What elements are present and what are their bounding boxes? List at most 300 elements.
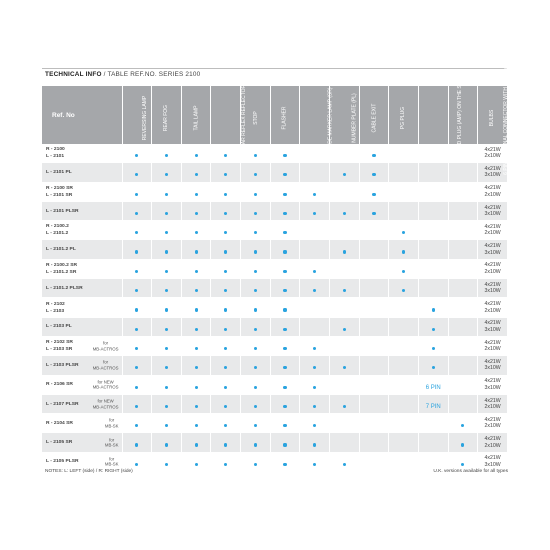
table-row: [42, 317, 508, 336]
ref-number: R - 2100 SR: [46, 185, 73, 191]
feature-cell: [181, 375, 211, 394]
feature-dot: [135, 424, 138, 427]
bulbs-cell: [478, 240, 508, 259]
feature-dot: [254, 193, 257, 196]
feature-cell: [329, 201, 359, 220]
feature-cell: [418, 182, 448, 201]
feature-dot: [343, 366, 346, 369]
feature-cell: [122, 182, 152, 201]
vehicle-note: for MB-ACTROS: [92, 340, 119, 352]
feature-dot: [195, 231, 198, 234]
feature-dot: [283, 154, 286, 157]
feature-cell: [300, 144, 330, 163]
feature-dot: [224, 405, 227, 408]
column-header: [122, 86, 152, 144]
feature-dot: [165, 193, 168, 196]
feature-cell: [300, 240, 330, 259]
feature-cell: [122, 240, 152, 259]
feature-cell: [181, 356, 211, 375]
feature-dot: [224, 289, 227, 292]
feature-dot: [461, 424, 464, 427]
feature-dot: [343, 463, 346, 466]
feature-cell: [389, 317, 419, 336]
bulbs-cell: [478, 375, 508, 394]
feature-cell: [448, 163, 478, 182]
feature-dot: [432, 328, 435, 331]
feature-cell: [418, 414, 448, 433]
feature-cell: [418, 240, 448, 259]
feature-cell: [329, 221, 359, 240]
feature-cell: [152, 452, 182, 471]
feature-cell: [181, 144, 211, 163]
feature-cell: [418, 336, 448, 355]
feature-dot: [254, 289, 257, 292]
feature-cell: [211, 356, 241, 375]
feature-dot: [135, 270, 138, 273]
ref-number: R - 2100.2: [46, 224, 69, 230]
bulb-spec: 4x21W: [484, 243, 501, 250]
column-header-label: REAR FOG: [163, 104, 170, 132]
feature-dot: [195, 386, 198, 389]
bulb-spec: 4x21W: [484, 301, 501, 308]
feature-cell: [152, 144, 182, 163]
feature-dot: [432, 308, 435, 311]
feature-cell: [300, 394, 330, 413]
feature-dot: [254, 386, 257, 389]
table-row: [42, 221, 508, 240]
feature-cell: [448, 433, 478, 452]
feature-cell: [359, 452, 389, 471]
feature-dot: [313, 405, 316, 408]
feature-dot: [224, 366, 227, 369]
feature-cell: [418, 163, 448, 182]
ref-number: L - 2101 SR: [46, 192, 73, 198]
feature-cell: [211, 144, 241, 163]
vehicle-note: for MB-SK: [104, 437, 119, 448]
ref-number: R - 2106 SR: [46, 382, 73, 388]
bulb-spec: 4x21W: [484, 436, 501, 443]
feature-cell: [300, 163, 330, 182]
feature-dot: [313, 212, 316, 215]
bulb-spec: 2x10W: [484, 442, 501, 449]
feature-dot: [254, 405, 257, 408]
feature-cell: [359, 394, 389, 413]
feature-cell: [122, 163, 152, 182]
feature-cell: [448, 259, 478, 278]
feature-dot: [283, 463, 286, 466]
feature-cell: [122, 259, 152, 278]
ref-number: L - 2103 PL: [46, 324, 72, 330]
feature-cell: [359, 317, 389, 336]
table-row: [42, 298, 508, 317]
feature-cell: [211, 317, 241, 336]
feature-cell: [389, 240, 419, 259]
feature-cell: [270, 336, 300, 355]
feature-cell: [300, 433, 330, 452]
feature-cell: [241, 452, 271, 471]
ref-number: R - 2102: [46, 301, 65, 307]
feature-dot: [254, 443, 257, 446]
feature-cell: [181, 452, 211, 471]
feature-cell: [122, 317, 152, 336]
feature-dot: [254, 212, 257, 215]
feature-dot: [283, 424, 286, 427]
feature-dot: [283, 212, 286, 215]
ref-number: L - 2103 SR: [46, 347, 73, 353]
column-header-label: REVERSING LAMP: [141, 95, 148, 141]
feature-cell: [300, 452, 330, 471]
feature-dot: [432, 347, 435, 350]
title-bold: TECHNICAL INFO: [45, 71, 102, 78]
feature-cell: [152, 433, 182, 452]
feature-cell: [122, 144, 152, 163]
bulb-spec: 4x21W: [484, 416, 501, 423]
bulb-spec: 2x10W: [484, 230, 501, 237]
feature-dot: [195, 347, 198, 350]
feature-cell: [300, 279, 330, 298]
feature-cell: [359, 356, 389, 375]
feature-cell: [152, 298, 182, 317]
bulbs-cell: [478, 221, 508, 240]
feature-cell: [181, 201, 211, 220]
feature-dot: [135, 443, 138, 446]
ref-cell: [42, 356, 122, 375]
feature-cell: [359, 163, 389, 182]
feature-cell: [181, 336, 211, 355]
bulb-spec: 2x10W: [484, 191, 501, 198]
feature-cell: [152, 182, 182, 201]
feature-cell: [241, 221, 271, 240]
feature-dot: [135, 328, 138, 331]
feature-dot: [283, 270, 286, 273]
feature-cell: [270, 433, 300, 452]
feature-dot: [283, 347, 286, 350]
feature-dot: [313, 289, 316, 292]
feature-cell: [270, 298, 300, 317]
feature-cell: [418, 201, 448, 220]
feature-cell: [270, 356, 300, 375]
feature-cell: [389, 375, 419, 394]
feature-dot: [313, 424, 316, 427]
feature-dot: [165, 231, 168, 234]
feature-cell: [270, 221, 300, 240]
ref-cell: [42, 201, 122, 220]
bulb-spec: 3x10W: [484, 461, 501, 468]
bulb-spec: 3x10W: [484, 172, 501, 179]
bulb-spec: 2x10W: [484, 423, 501, 430]
feature-dot: [165, 328, 168, 331]
feature-dot: [313, 193, 316, 196]
feature-dot: [135, 193, 138, 196]
feature-cell: [359, 336, 389, 355]
ref-cell: [42, 414, 122, 433]
table-row: [42, 240, 508, 259]
feature-cell: [359, 182, 389, 201]
ref-number: L - 2105 SR: [46, 440, 73, 446]
feature-cell: [122, 433, 152, 452]
feature-cell: [152, 375, 182, 394]
bulb-spec: 4x21W: [484, 281, 501, 288]
feature-cell: [241, 356, 271, 375]
feature-dot: [313, 347, 316, 350]
table-row: [42, 201, 508, 220]
column-header: [152, 86, 182, 144]
feature-dot: [254, 463, 257, 466]
feature-cell: [181, 259, 211, 278]
feature-dot: [254, 308, 257, 311]
feature-dot: [195, 424, 198, 427]
feature-cell: [389, 452, 419, 471]
feature-cell: [152, 259, 182, 278]
feature-cell: [329, 163, 359, 182]
column-header: [211, 84, 248, 152]
feature-cell: [122, 279, 152, 298]
feature-dot: [254, 173, 257, 176]
feature-cell: [181, 317, 211, 336]
feature-cell: [241, 317, 271, 336]
bulb-spec: 4x21W: [484, 320, 501, 327]
bulbs-cell: [478, 201, 508, 220]
feature-dot: [135, 212, 138, 215]
feature-cell: [211, 279, 241, 298]
ref-number: L - 2101 PL: [46, 169, 72, 175]
feature-cell: [329, 259, 359, 278]
feature-cell: [448, 298, 478, 317]
feature-cell: [389, 336, 419, 355]
ref-cell: [42, 375, 122, 394]
feature-cell: [418, 356, 448, 375]
feature-cell: [389, 356, 419, 375]
bulb-spec: 2x10W: [484, 153, 501, 160]
bulb-spec: 3x10W: [484, 249, 501, 256]
column-header: [418, 76, 463, 160]
feature-cell: [122, 394, 152, 413]
feature-dot: [135, 250, 138, 253]
feature-cell: [241, 240, 271, 259]
feature-dot: [343, 173, 346, 176]
column-header-label: REAR REFLEX REFLECTOR: [241, 84, 248, 152]
feature-cell: [448, 221, 478, 240]
feature-cell: [181, 414, 211, 433]
feature-cell: [300, 414, 330, 433]
feature-dot: [195, 463, 198, 466]
table-row: [42, 375, 508, 394]
feature-cell: [448, 356, 478, 375]
feature-dot: [343, 212, 346, 215]
feature-dot: [165, 366, 168, 369]
feature-cell: [241, 394, 271, 413]
feature-cell: [448, 414, 478, 433]
ref-number: L - 2101.2: [46, 231, 69, 237]
feature-dot: [313, 270, 316, 273]
feature-dot: [195, 366, 198, 369]
feature-dot: [165, 289, 168, 292]
feature-cell: [300, 259, 330, 278]
feature-dot: [372, 212, 375, 215]
notes-left: NOTES: L: LEFT (side) / R: RIGHT (side): [45, 469, 133, 474]
feature-cell: [300, 336, 330, 355]
feature-dot: [224, 173, 227, 176]
feature-dot: [195, 443, 198, 446]
feature-dot: [283, 193, 286, 196]
ref-cell: [42, 317, 122, 336]
column-header: [359, 86, 389, 144]
feature-cell: [448, 394, 478, 413]
feature-cell: [270, 375, 300, 394]
feature-dot: [343, 250, 346, 253]
bulb-spec: 4x21W: [484, 204, 501, 211]
feature-dot: [283, 250, 286, 253]
feature-cell: [329, 336, 359, 355]
column-header-label: PG PLUG: [400, 106, 407, 130]
ref-number: L - 2105 PLSR: [46, 459, 79, 465]
ref-number: L - 2101.2 PLSR: [46, 285, 83, 291]
column-header-label: BULBS: [489, 109, 496, 127]
feature-dot: [195, 328, 198, 331]
feature-cell: [418, 375, 448, 394]
feature-dot: [283, 289, 286, 292]
feature-dot: [195, 193, 198, 196]
feature-cell: [359, 144, 389, 163]
column-header: [389, 86, 419, 144]
feature-cell: [211, 375, 241, 394]
feature-dot: [254, 270, 257, 273]
feature-cell: [181, 221, 211, 240]
feature-cell: [211, 433, 241, 452]
bulbs-cell: [478, 394, 508, 413]
bulb-spec: 3x10W: [484, 365, 501, 372]
feature-cell: [211, 201, 241, 220]
feature-cell: [241, 336, 271, 355]
column-header: [300, 86, 334, 149]
feature-dot: [224, 308, 227, 311]
feature-cell: [359, 433, 389, 452]
vehicle-note: for NEW MB-ACTROS: [92, 398, 119, 409]
feature-cell: [241, 414, 271, 433]
feature-dot: [254, 366, 257, 369]
feature-dot: [165, 154, 168, 157]
feature-dot: [165, 250, 168, 253]
feature-cell: [270, 240, 300, 259]
feature-cell: [152, 414, 182, 433]
feature-cell: [152, 221, 182, 240]
feature-cell: [211, 221, 241, 240]
feature-cell: [241, 298, 271, 317]
feature-cell: [152, 336, 182, 355]
bulb-spec: 2x10W: [484, 268, 501, 275]
pin-label: 6 PIN: [425, 384, 441, 391]
feature-dot: [195, 308, 198, 311]
table-row: [42, 414, 508, 433]
bulb-spec: 4x21W: [484, 358, 501, 365]
feature-cell: [270, 163, 300, 182]
feature-dot: [135, 366, 138, 369]
bulbs-cell: [478, 182, 508, 201]
feature-dot: [343, 405, 346, 408]
feature-cell: [152, 356, 182, 375]
feature-cell: [329, 452, 359, 471]
feature-cell: [300, 298, 330, 317]
feature-dot: [254, 250, 257, 253]
feature-cell: [122, 336, 152, 355]
bulbs-cell: [478, 279, 508, 298]
feature-cell: [270, 394, 300, 413]
feature-dot: [254, 154, 257, 157]
table-row: [42, 182, 508, 201]
feature-cell: [241, 279, 271, 298]
feature-cell: [211, 336, 241, 355]
column-header-label: FLASHER: [282, 106, 289, 130]
feature-dot: [135, 386, 138, 389]
feature-dot: [165, 424, 168, 427]
feature-dot: [165, 212, 168, 215]
feature-cell: [359, 259, 389, 278]
feature-cell: [389, 221, 419, 240]
feature-cell: [181, 240, 211, 259]
column-header-label: SIDE MARKER LAMP (SR): [327, 87, 334, 149]
bulb-spec: 4x21W: [484, 223, 501, 230]
table-body: [42, 144, 508, 472]
table-row: [42, 336, 508, 355]
bulbs-cell: [478, 433, 508, 452]
vehicle-note: for NEW MB-ACTROS: [92, 379, 119, 390]
feature-cell: [152, 317, 182, 336]
ref-number: L - 2101 PLSR: [46, 208, 79, 214]
feature-cell: [152, 201, 182, 220]
bulb-spec: 4x21W: [484, 262, 501, 269]
feature-cell: [329, 433, 359, 452]
feature-dot: [165, 443, 168, 446]
feature-cell: [211, 240, 241, 259]
column-header: [329, 86, 359, 144]
feature-cell: [359, 298, 389, 317]
feature-cell: [270, 279, 300, 298]
feature-cell: [181, 394, 211, 413]
ref-number: L - 2103 PLSR: [46, 362, 79, 368]
feature-cell: [181, 433, 211, 452]
feature-dot: [195, 173, 198, 176]
feature-dot: [165, 463, 168, 466]
feature-dot: [283, 173, 286, 176]
column-header-label: TAIL LAMP: [193, 105, 200, 131]
feature-cell: [359, 375, 389, 394]
title-rest: / TABLE REF.NO. SERIES 2100: [101, 71, 201, 78]
feature-dot: [224, 231, 227, 234]
bulb-spec: 4x21W: [484, 146, 501, 153]
ref-cell: [42, 433, 122, 452]
feature-cell: [211, 182, 241, 201]
feature-dot: [254, 347, 257, 350]
feature-dot: [461, 443, 464, 446]
bulb-spec: 3x10W: [484, 288, 501, 295]
bulbs-cell: [478, 414, 508, 433]
feature-cell: [448, 201, 478, 220]
feature-dot: [224, 154, 227, 157]
feature-cell: [152, 240, 182, 259]
feature-dot: [461, 463, 464, 466]
feature-cell: [448, 182, 478, 201]
column-header-label: NUMBER PLATE (PL): [351, 93, 358, 143]
ref-cell: [42, 182, 122, 201]
feature-cell: [418, 394, 448, 413]
column-header: [181, 86, 211, 144]
bulb-spec: 2x10W: [484, 307, 501, 314]
feature-dot: [135, 289, 138, 292]
bulb-spec: 2x10W: [484, 404, 501, 410]
feature-dot: [283, 231, 286, 234]
column-header-ref: Ref. No: [42, 86, 122, 144]
feature-dot: [224, 463, 227, 466]
